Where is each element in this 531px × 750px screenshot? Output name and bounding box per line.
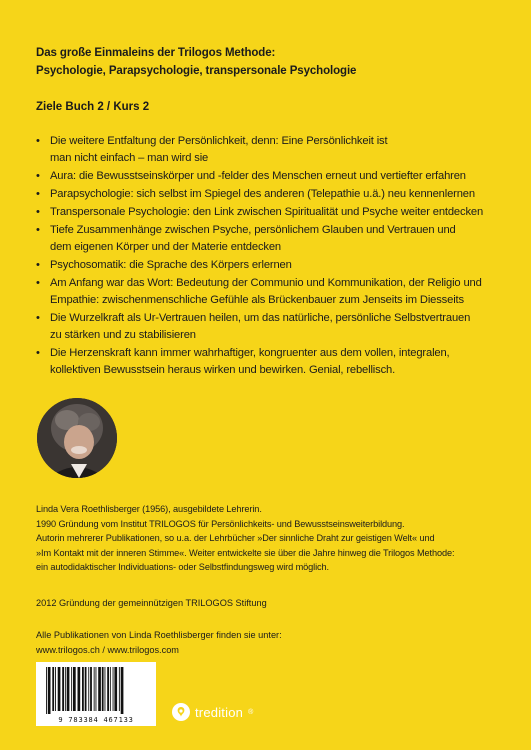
goal-text: Die Herzenskraft kann immer wahrhaftiger, kongruenter aus dem vollen, integralen, — [50, 347, 450, 359]
author-photo — [37, 398, 117, 478]
book-title — [36, 44, 506, 80]
bullet-icon: • — [36, 347, 40, 359]
bullet-icon: • — [36, 188, 40, 200]
registered-mark: ® — [248, 708, 254, 716]
bio-line: Autorin mehrerer Publikationen, so u.a. der Lehrbücher »Der sinnliche Draht zur geistigen Welt« und — [36, 533, 435, 544]
barcode-icon — [36, 662, 156, 716]
goal-item — [36, 310, 506, 344]
publisher-name: tredition — [195, 704, 244, 720]
bullet-icon: • — [36, 277, 40, 289]
goal-item — [36, 275, 506, 309]
goal-text: Psychosomatik: die Sprache des Körpers erlernen — [50, 259, 292, 271]
bio-line: »Im Kontakt mit der inneren Stimme«. Weiter entwickelte sie über die Jahre hinweg die Trilogos Methode: — [36, 547, 455, 558]
goal-text: Am Anfang war das Wort: Bedeutung der Communio und Kommunikation, der Religio und — [50, 277, 482, 289]
foundation-note: 2012 Gründung der gemeinnützigen TRILOGOS Stiftung — [36, 598, 267, 608]
goal-text: Aura: die Bewusstseinskörper und -felder des Menschen erneut und vertiefter erfahren — [50, 170, 466, 182]
book-title-line-2: Psychologie, Parapsychologie, transpersonale Psychologie — [36, 65, 357, 77]
goal-item — [36, 186, 506, 203]
goal-item — [36, 204, 506, 221]
goal-item — [36, 345, 506, 379]
goal-item — [36, 133, 506, 167]
bullet-icon: • — [36, 259, 40, 271]
goal-text-continued: dem eigenen Körper und der Materie entdecken — [50, 241, 281, 253]
goal-text-continued: kollektiven Bewusstsein heraus wirken und bewirken. Genial, rebellisch. — [50, 364, 396, 376]
bio-line: ein autodidaktischer Individuations- oder Selbstfindungsweg wird möglich. — [36, 562, 329, 573]
book-subtitle: Ziele Buch 2 / Kurs 2 — [36, 101, 150, 113]
bullet-icon: • — [36, 206, 40, 218]
author-portrait-icon — [37, 398, 117, 478]
bullet-icon: • — [36, 170, 40, 182]
goal-text: Die weitere Entfaltung der Persönlichkeit, denn: Eine Persönlichkeit ist — [50, 135, 388, 147]
goal-text: Transpersonale Psychologie: den Link zwischen Spiritualität und Psyche weiter entdecken — [50, 206, 484, 218]
isbn-barcode — [36, 662, 156, 726]
goal-text: Die Wurzelkraft als Ur-Vertrauen heilen, um das natürliche, persönliche Selbstvertrauen — [50, 312, 471, 324]
goal-item — [36, 257, 506, 274]
publisher-logo — [172, 703, 253, 721]
goal-item — [36, 168, 506, 185]
publications-note — [36, 628, 506, 657]
author-bio — [36, 502, 506, 575]
goal-item — [36, 222, 506, 256]
goal-text: Parapsychologie: sich selbst im Spiegel des anderen (Telepathie u.ä.) neu kennenlernen — [50, 188, 475, 200]
book-title-line-1: Das große Einmaleins der Trilogos Methode: — [36, 47, 276, 59]
bullet-icon: • — [36, 224, 40, 236]
goal-text: Tiefe Zusammenhänge zwischen Psyche, persönlichem Glauben und Vertrauen und — [50, 224, 456, 236]
goals-list — [36, 133, 506, 380]
bio-line: Linda Vera Roethlisberger (1956), ausgebildete Lehrerin. — [36, 504, 262, 514]
goal-text-continued: zu stärken und zu stabilisieren — [50, 329, 196, 341]
bullet-icon: • — [36, 135, 40, 147]
bio-line: 1990 Gründung vom Institut TRILOGOS für Persönlichkeits- und Bewusstseinsweiterbildung. — [36, 518, 405, 529]
barcode-digits: 9 783384 467133 — [58, 716, 134, 724]
bullet-icon: • — [36, 312, 40, 324]
publications-urls: www.trilogos.ch / www.trilogos.com — [36, 644, 179, 655]
tredition-logo-icon — [172, 703, 190, 721]
goal-text-continued: man nicht einfach – man wird sie — [50, 152, 209, 164]
goal-text-continued: Empathie: zwischenmenschliche Gefühle als Brückenbauer zum Jenseits im Diesseits — [50, 294, 464, 306]
publications-line: Alle Publikationen von Linda Roethlisberger finden sie unter: — [36, 630, 282, 640]
